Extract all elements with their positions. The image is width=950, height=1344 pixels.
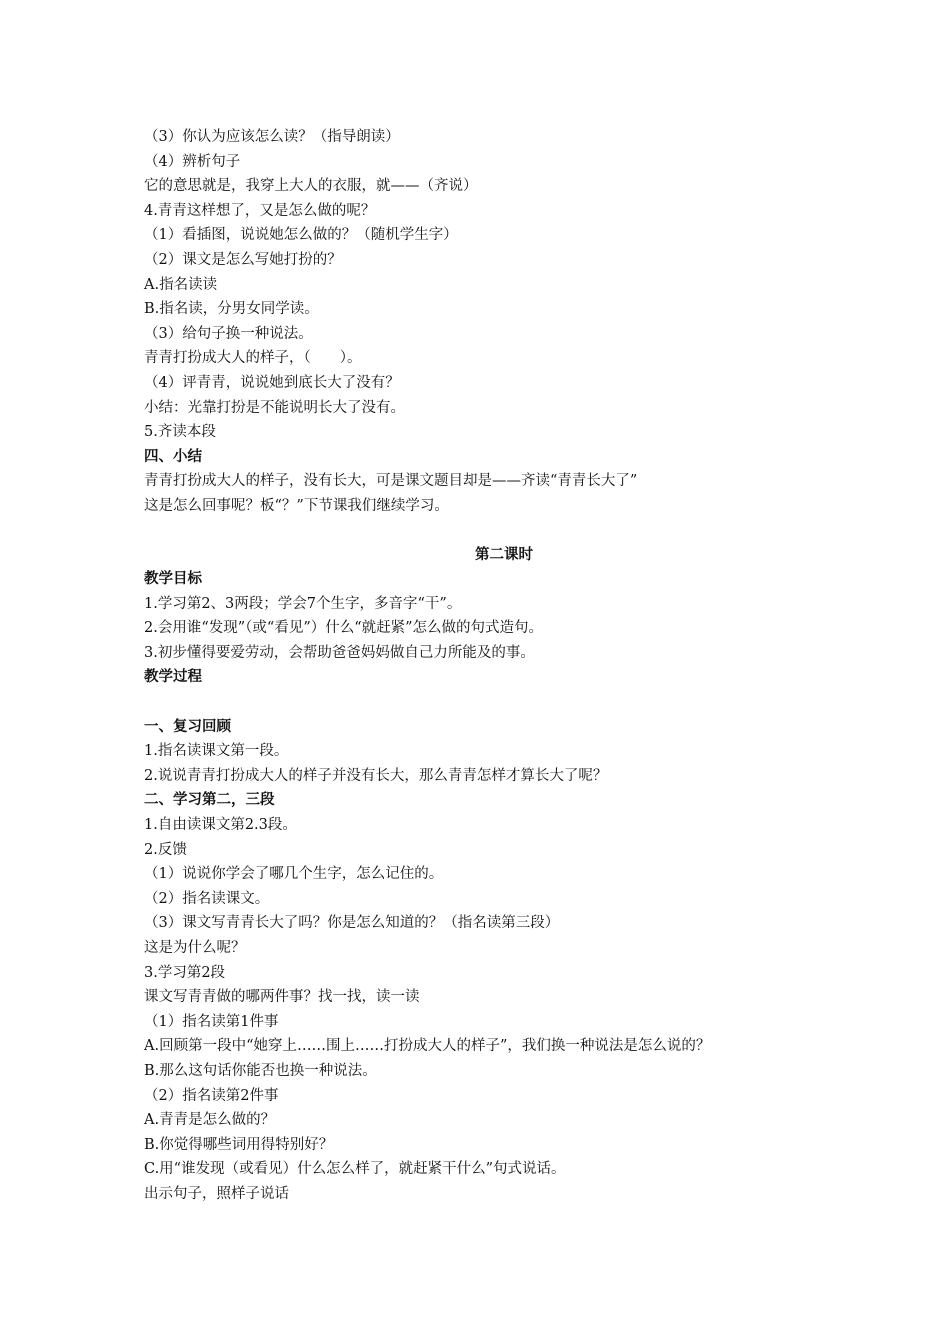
- text-line: B.那么这句话你能否也换一种说法。: [144, 1062, 377, 1079]
- text-line: 2.说说青青打扮成大人的样子并没有长大，那么青青怎样才算长大了呢？: [144, 767, 608, 784]
- text-line: 青青打扮成大人的样子，（ ）。: [144, 350, 362, 367]
- lesson-title: 第二课时: [475, 546, 533, 563]
- section-heading-process: 教学过程: [144, 669, 202, 686]
- text-line: 1.自由读课文第2.3段。: [144, 817, 297, 834]
- goal-item: 3.初步懂得要爱劳动，会帮助爸爸妈妈做自己力所能及的事。: [144, 644, 535, 661]
- section-heading-summary: 四、小结: [144, 448, 202, 465]
- document-body: [144, 125, 824, 1207]
- goal-item: 1.学习第2、3两段；学会7个生字，多音字“干”。: [144, 595, 462, 612]
- text-line: （2）指名读第2件事: [144, 1087, 279, 1104]
- text-line: A.回顾第一段中“她穿上……围上……打扮成大人的样子”，我们换一种说法是怎么说的？: [144, 1038, 711, 1055]
- section-heading-goals: 教学目标: [144, 571, 202, 588]
- text-line: 5.齐读本段: [144, 424, 216, 441]
- text-line: 青青打扮成大人的样子，没有长大，可是课文题目却是——齐读“青青长大了”: [144, 473, 638, 490]
- text-line: 1.指名读课文第一段。: [144, 743, 289, 760]
- text-line: 课文写青青做的哪两件事？找一找，读一读: [144, 989, 420, 1006]
- text-line: 这是怎么回事呢？板“？”下节课我们继续学习。: [144, 497, 449, 514]
- goal-item: 2.会用谁“发现”（或“看见”）什么“就赶紧”怎么做的句式造句。: [144, 620, 544, 637]
- text-line: C.用“谁发现（或看见）什么怎么样了，就赶紧干什么”句式说话。: [144, 1161, 566, 1178]
- text-line: A.青青是怎么做的？: [144, 1112, 276, 1129]
- text-line: 小结：光靠打扮是不能说明长大了没有。: [144, 399, 405, 416]
- text-line: （1）看插图，说说她怎么做的？（随机学生字）: [144, 227, 458, 244]
- text-line: （2）课文是怎么写她打扮的？: [144, 251, 342, 268]
- text-line: （4）辨析句子: [144, 153, 241, 170]
- text-line: 3.学习第2段: [144, 964, 226, 981]
- text-line: （1）指名读第1件事: [144, 1013, 279, 1030]
- text-line: （3）课文写青青长大了吗？你是怎么知道的？（指名读第三段）: [144, 915, 560, 932]
- text-line: A.指名读读: [144, 276, 218, 293]
- text-line: （1）说说你学会了哪几个生字，怎么记住的。: [144, 866, 444, 883]
- text-line: 出示句子，照样子说话: [144, 1185, 289, 1202]
- blank-line: [144, 690, 824, 715]
- text-line: 这是为什么呢？: [144, 940, 246, 956]
- section-heading-study: 二、学习第二，三段: [144, 792, 275, 809]
- text-line: （2）指名读课文。: [144, 890, 270, 907]
- text-line: 2.反馈: [144, 841, 187, 858]
- text-line: 4.青青这样想了，又是怎么做的呢？: [144, 202, 376, 219]
- text-line: B.你觉得哪些词用得特别好？: [144, 1136, 334, 1153]
- text-line: （3）你认为应该怎么读？（指导朗读）: [144, 129, 400, 145]
- text-line: B.指名读，分男女同学读。: [144, 301, 319, 318]
- text-line: （3）给句子换一种说法。: [144, 325, 313, 342]
- text-line: 它的意思就是，我穿上大人的衣服，就——（齐说）: [144, 178, 478, 195]
- section-heading-review: 一、复习回顾: [144, 718, 231, 735]
- text-line: （4）评青青，说说她到底长大了没有？: [144, 374, 400, 391]
